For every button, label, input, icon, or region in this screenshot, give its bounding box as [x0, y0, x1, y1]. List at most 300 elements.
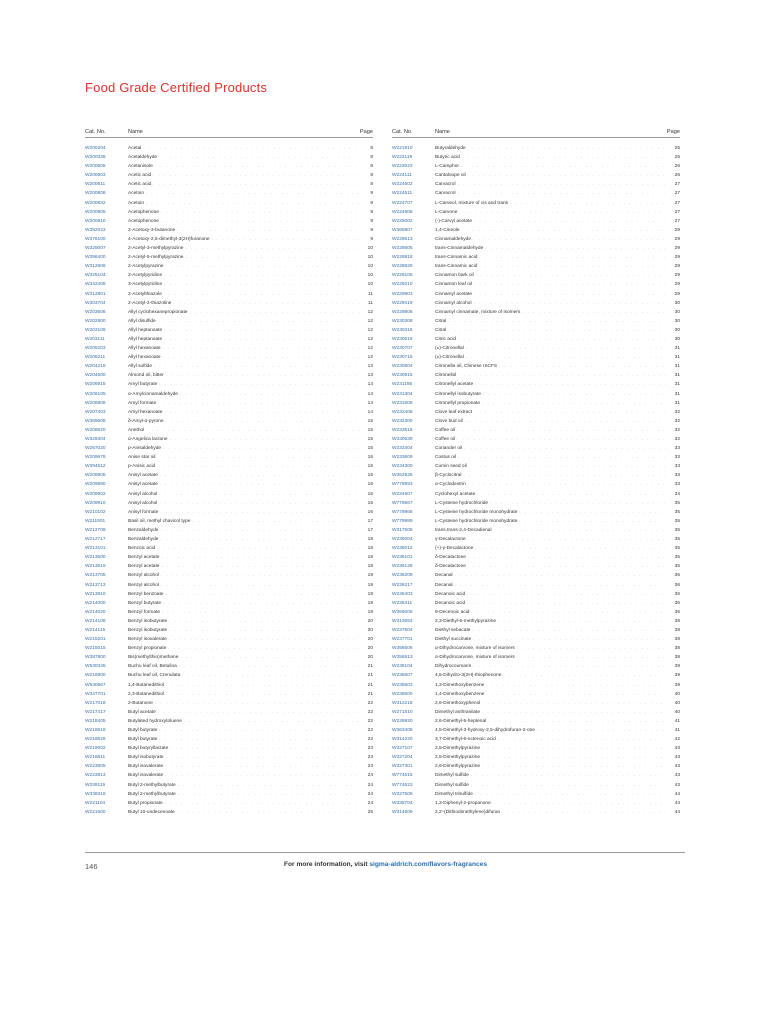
- dot-leader: [468, 552, 666, 561]
- cat-no-link[interactable]: W209890: [85, 482, 106, 488]
- cat-no-link[interactable]: W200204: [85, 146, 106, 151]
- cat-no-link[interactable]: W221104: [85, 800, 106, 806]
- cat-no-link[interactable]: W218626: [85, 737, 106, 743]
- cat-no-link[interactable]: W233609: [392, 455, 413, 461]
- product-name: 2-Acetyl-2-thiazoline: [128, 300, 172, 306]
- cat-no-link[interactable]: W774623: [392, 782, 413, 788]
- cat-no-link[interactable]: W779865: [392, 509, 413, 515]
- cat-no-link[interactable]: W356506: [392, 646, 413, 652]
- cat-no-link[interactable]: W236607: [392, 673, 413, 679]
- table-row: [85, 507, 373, 516]
- cat-no-link[interactable]: W224707: [392, 200, 413, 206]
- cat-no-link[interactable]: W213500: [85, 555, 106, 561]
- cat-no-link[interactable]: W214115: [85, 627, 106, 633]
- cat-no-header: Cat. No.: [85, 129, 106, 135]
- cat-no-link[interactable]: W387800: [85, 655, 106, 661]
- cat-no-link[interactable]: W230715: [392, 355, 413, 361]
- table-row: [85, 207, 373, 216]
- cat-no-link[interactable]: W200611: [85, 182, 106, 188]
- table-row: [85, 452, 373, 461]
- dot-leader: [471, 780, 666, 789]
- dot-leader: [161, 207, 359, 216]
- product-name: Buchu leaf oil, Crenulata: [128, 673, 181, 679]
- product-name: 2-Acetoxy-3-butanone: [128, 227, 176, 233]
- page-ref: 9: [370, 191, 373, 197]
- cat-no-link[interactable]: W213705: [85, 573, 106, 579]
- cat-no-link[interactable]: W325104: [85, 273, 106, 279]
- cat-no-link[interactable]: W312801: [85, 291, 106, 297]
- page-ref: 44: [674, 791, 680, 797]
- cat-no-link[interactable]: W200336: [85, 155, 106, 161]
- cat-no-link[interactable]: W204218: [85, 364, 106, 370]
- cat-no-link[interactable]: W236012: [392, 546, 413, 552]
- dot-leader: [153, 179, 359, 188]
- cat-no-link[interactable]: W230316: [392, 327, 413, 333]
- cat-no-link[interactable]: W223023: [392, 164, 413, 170]
- page-ref: 35: [674, 564, 680, 570]
- dot-leader: [212, 234, 359, 243]
- dot-leader: [493, 798, 666, 807]
- page-ref: 43: [674, 782, 680, 788]
- cat-no-link[interactable]: W229903: [392, 291, 413, 297]
- cat-no-link[interactable]: W378100: [85, 236, 106, 242]
- dot-leader: [519, 516, 666, 525]
- right-column: [392, 128, 680, 816]
- page-ref: 24: [367, 791, 373, 797]
- table-row: [85, 689, 373, 698]
- cat-no-link[interactable]: W209910: [85, 500, 106, 506]
- page-ref: 10: [367, 246, 373, 252]
- cat-no-link[interactable]: W221600: [85, 809, 106, 815]
- page-ref: 23: [367, 746, 373, 752]
- cat-no-link[interactable]: W356513: [392, 655, 413, 661]
- dot-leader: [468, 143, 666, 152]
- cat-no-link[interactable]: W211901: [85, 518, 106, 524]
- product-name: Anethol: [128, 427, 145, 433]
- footer-text: For more information, visit: [284, 861, 370, 868]
- column-header: [85, 128, 373, 138]
- page-ref: 8: [370, 182, 373, 188]
- dot-leader: [154, 361, 359, 370]
- cat-no-link[interactable]: W236403: [392, 591, 413, 597]
- product-name: Diethyl sebacate: [435, 627, 471, 633]
- product-name: Cinnamon leaf oil: [435, 282, 473, 288]
- dot-leader: [467, 598, 666, 607]
- cat-no-link[interactable]: W200910: [85, 218, 106, 224]
- table-row: [85, 461, 373, 470]
- cat-no-link[interactable]: W530867: [85, 682, 106, 688]
- page-ref: 33: [674, 464, 680, 470]
- dot-leader: [488, 716, 666, 725]
- page-ref: 35: [674, 537, 680, 543]
- cat-no-link[interactable]: W215015: [85, 646, 106, 652]
- cat-no-link[interactable]: W314609: [392, 809, 413, 815]
- product-name: Benzyl formate: [128, 609, 160, 615]
- page-ref: 16: [367, 500, 373, 506]
- dot-leader: [457, 434, 666, 443]
- product-name: Benzyl benzoate: [128, 591, 164, 597]
- table-row: [392, 761, 680, 770]
- cat-no-link[interactable]: W327506: [392, 791, 413, 797]
- cat-no-link[interactable]: W530345: [85, 664, 106, 670]
- cat-no-link[interactable]: W396400: [85, 255, 106, 261]
- cat-no-link[interactable]: W224111: [392, 173, 412, 179]
- page-ref: 25: [674, 146, 680, 151]
- cat-no-link[interactable]: W212717: [85, 537, 106, 543]
- product-name: Amyl formate: [128, 400, 157, 406]
- cat-no-link[interactable]: W234300: [392, 464, 413, 470]
- cat-no-link[interactable]: W200808: [85, 191, 106, 197]
- dot-leader: [522, 307, 666, 316]
- table-row: [85, 198, 373, 207]
- page-ref: 15: [367, 437, 373, 442]
- table-row: [392, 498, 680, 507]
- cat-no-link[interactable]: W314220: [392, 737, 413, 743]
- cat-no-link[interactable]: W229419: [392, 300, 413, 306]
- table-row: [85, 416, 373, 425]
- cat-no-link[interactable]: W313653: [392, 618, 413, 624]
- product-name: 2,5-Dimethylpyrazine: [435, 755, 481, 761]
- page-ref: 27: [674, 191, 680, 197]
- product-name: trans-Cinnamic acid: [435, 264, 478, 270]
- dot-leader: [455, 580, 666, 589]
- page-ref: 33: [674, 455, 680, 461]
- product-name: Allyl heptanoate: [128, 327, 163, 333]
- cat-no-link[interactable]: W303704: [85, 300, 106, 306]
- page-ref: 39: [674, 682, 680, 688]
- cat-no-link[interactable]: W206105: [85, 391, 106, 397]
- cat-no-link[interactable]: W217018: [85, 700, 106, 706]
- page-ref: 31: [674, 346, 680, 352]
- cat-no-link[interactable]: W237604: [392, 627, 413, 633]
- cat-no-link[interactable]: W210102: [85, 509, 106, 515]
- product-name: Benzyl alcohol: [128, 582, 159, 588]
- cat-no-link[interactable]: W236209: [392, 573, 413, 579]
- cat-no-link[interactable]: W200905: [85, 209, 106, 215]
- page-ref: 20: [367, 646, 373, 652]
- dot-leader: [482, 752, 666, 761]
- cat-no-link[interactable]: W218811: [85, 755, 106, 761]
- cat-no-link[interactable]: W200506: [85, 164, 106, 170]
- product-name: Benzyl butyrate: [128, 600, 162, 606]
- page-ref: 13: [367, 364, 373, 370]
- cat-no-link[interactable]: W203606: [85, 309, 106, 315]
- cat-no-link[interactable]: W271810: [392, 709, 413, 715]
- product-name: α-Angelica lactone: [128, 437, 168, 442]
- table-row: [392, 379, 680, 388]
- dot-leader: [159, 725, 359, 734]
- product-name: α-Cyclodextrin: [435, 482, 466, 488]
- cat-no-link[interactable]: W232408: [392, 409, 413, 415]
- cat-no-link[interactable]: W223805: [85, 764, 106, 770]
- cat-no-link[interactable]: W217417: [85, 709, 106, 715]
- cat-no-link[interactable]: W200603: [85, 173, 106, 179]
- dot-leader: [173, 298, 359, 307]
- dot-leader: [192, 516, 359, 525]
- product-name: 2-Acetylpyrazine: [128, 264, 164, 270]
- cat-no-link[interactable]: W203111: [85, 336, 105, 342]
- cat-no-link[interactable]: W779567: [392, 500, 413, 506]
- cat-no-link[interactable]: W363405: [392, 728, 413, 733]
- cat-no-link[interactable]: W394512: [85, 464, 106, 470]
- cat-no-link[interactable]: W206806: [85, 400, 106, 406]
- cat-no-link[interactable]: W204600: [85, 373, 106, 379]
- dot-leader: [462, 152, 666, 161]
- dot-leader: [519, 507, 666, 516]
- cat-no-link[interactable]: W209805: [85, 473, 106, 479]
- cat-no-link[interactable]: W339115: [85, 782, 106, 788]
- cat-no-link[interactable]: W208620: [85, 427, 106, 433]
- cat-no-link[interactable]: W219002: [85, 746, 106, 752]
- footer-link[interactable]: sigma-aldrich.com/flavors-fragrances: [369, 861, 488, 868]
- page-ref: 24: [367, 782, 373, 788]
- cat-no-link[interactable]: W327301: [392, 764, 413, 770]
- cat-no-link[interactable]: W230915: [392, 373, 413, 379]
- product-name: 1,3-Diphenyl-2-propanone: [435, 800, 491, 806]
- dot-leader: [517, 652, 666, 661]
- product-name: Cyclohexyl acetate: [435, 491, 476, 497]
- dot-leader: [474, 279, 666, 288]
- cat-no-link[interactable]: W213519: [85, 564, 106, 570]
- page-ref: 36: [674, 573, 680, 579]
- page-ref: 11: [368, 300, 373, 306]
- product-name: Allyl hexanoate: [128, 355, 161, 361]
- page-header: Page: [666, 129, 680, 135]
- cat-no-link[interactable]: W224511: [392, 191, 413, 197]
- cat-no-link[interactable]: W231304: [392, 391, 413, 397]
- page-ref: 30: [674, 336, 680, 342]
- cat-no-link[interactable]: W230804: [392, 364, 413, 370]
- table-row: [85, 498, 373, 507]
- cat-no-link[interactable]: W213713: [85, 582, 106, 588]
- page-ref: 38: [674, 627, 680, 633]
- product-name: δ-Amyl-α-pyrone: [128, 418, 164, 424]
- dot-leader: [473, 234, 666, 243]
- table-row: [392, 479, 680, 488]
- table-row: [85, 798, 373, 807]
- table-row: [392, 607, 680, 616]
- cat-no-link[interactable]: W779989: [392, 518, 413, 524]
- product-name: (±)-Citronellal: [435, 346, 464, 352]
- page-ref: 36: [674, 600, 680, 606]
- product-name: Butyl butyrate: [128, 728, 158, 733]
- table-row: [85, 270, 373, 279]
- cat-no-link[interactable]: W329304: [85, 437, 106, 442]
- cat-no-link[interactable]: W215201: [85, 637, 106, 643]
- cat-no-link[interactable]: W362926: [392, 473, 413, 479]
- cat-no-link[interactable]: W228605: [392, 246, 413, 252]
- dot-leader: [468, 170, 666, 179]
- table-row: [392, 752, 680, 761]
- cat-no-link[interactable]: W222119: [392, 155, 413, 161]
- product-name: 1,4-Cineole: [435, 227, 460, 233]
- product-name: Citral: [435, 327, 447, 333]
- cat-no-link[interactable]: W325007: [85, 246, 106, 252]
- product-name: L-Cysteine hydrochloride monohydrate: [435, 518, 518, 524]
- table-row: [85, 370, 373, 379]
- cat-no-link[interactable]: W231185: [392, 382, 413, 388]
- cat-no-link[interactable]: W233404: [392, 446, 413, 452]
- cat-no-link[interactable]: W228818: [392, 255, 413, 261]
- cat-no-link[interactable]: W774615: [392, 773, 413, 779]
- cat-no-link[interactable]: W233618: [392, 427, 413, 433]
- cat-no-link[interactable]: W213101: [85, 546, 106, 552]
- table-row: [392, 234, 680, 243]
- table-row: [392, 461, 680, 470]
- dot-leader: [457, 425, 666, 434]
- cat-no-link[interactable]: W209678: [85, 455, 106, 461]
- cat-no-link[interactable]: W230308: [392, 318, 413, 324]
- dot-leader: [475, 379, 666, 388]
- product-name: Benzaldehyde: [128, 527, 159, 533]
- cat-no-link[interactable]: W347701: [85, 691, 106, 697]
- product-name: Acetophenone: [128, 209, 159, 215]
- table-row: [85, 761, 373, 770]
- cat-no-link[interactable]: W205211: [85, 355, 106, 361]
- dot-leader: [482, 698, 666, 707]
- cat-no-link[interactable]: W209902: [85, 491, 106, 497]
- cat-no-link[interactable]: W317505: [392, 527, 413, 533]
- table-row: [85, 734, 373, 743]
- cat-no-link[interactable]: W236411: [392, 600, 413, 606]
- cat-no-link[interactable]: W232300: [392, 418, 413, 424]
- product-name: Acetoin: [128, 200, 144, 206]
- cat-no-link[interactable]: W234907: [392, 491, 413, 497]
- cat-no-link[interactable]: W238503: [392, 682, 413, 688]
- page-ref: 19: [367, 591, 373, 597]
- product-name: Coriander oil: [435, 446, 463, 452]
- cat-no-link[interactable]: W206915: [85, 382, 106, 388]
- table-row: [85, 161, 373, 170]
- cat-no-link[interactable]: W216900: [85, 673, 106, 679]
- cat-no-link[interactable]: W238104: [392, 664, 413, 670]
- cat-no-link[interactable]: W207403: [85, 409, 106, 415]
- cat-no-link[interactable]: W230707: [392, 346, 413, 352]
- table-row: [392, 789, 680, 798]
- product-name: Benzaldehyde: [128, 537, 159, 543]
- cat-no-link[interactable]: W267020: [85, 446, 106, 452]
- dot-leader: [490, 498, 666, 507]
- cat-no-link[interactable]: W778893: [392, 482, 413, 488]
- product-name: Butyl 2-methylbutyrate: [128, 791, 176, 797]
- cat-no-link[interactable]: W228613: [392, 236, 413, 242]
- page-ref: 8: [370, 146, 373, 151]
- page-ref: 43: [674, 755, 680, 761]
- cat-no-link[interactable]: W229806: [392, 309, 413, 315]
- table-row: [85, 652, 373, 661]
- product-name: Anisyl alcohol: [128, 491, 158, 497]
- page-ref: 10: [367, 273, 373, 279]
- cat-no-link[interactable]: W365807: [392, 227, 413, 233]
- page-ref: 32: [674, 427, 680, 433]
- product-name: Benzyl isobutyrate: [128, 618, 168, 624]
- cat-no-link[interactable]: W236128: [392, 564, 413, 570]
- table-row: [392, 370, 680, 379]
- cat-no-link[interactable]: W213810: [85, 591, 106, 597]
- page-ref: 22: [367, 737, 373, 743]
- cat-no-link[interactable]: W239920: [392, 718, 413, 724]
- cat-no-link[interactable]: W214020: [85, 609, 106, 615]
- page-ref: 21: [367, 673, 373, 679]
- cat-no-link[interactable]: W200832: [85, 200, 106, 206]
- page-ref: 16: [367, 464, 373, 470]
- product-name: Dimethyl anthranilate: [435, 709, 481, 715]
- cat-no-link[interactable]: W224908: [392, 209, 413, 215]
- product-name: 3-Acetylpyridine: [128, 282, 163, 288]
- dot-leader: [485, 243, 666, 252]
- page-ref: 40: [674, 709, 680, 715]
- page-ref: 8: [370, 173, 373, 179]
- dot-leader: [471, 607, 666, 616]
- cat-no-link[interactable]: W236004: [392, 537, 413, 543]
- cat-no-link[interactable]: W335704: [392, 800, 413, 806]
- page-ref: 22: [367, 700, 373, 706]
- cat-no-link[interactable]: W339318: [85, 791, 106, 797]
- cat-no-link[interactable]: W218618: [85, 728, 106, 733]
- cat-no-link[interactable]: W330639: [392, 437, 413, 442]
- page-ref: 12: [367, 336, 373, 342]
- cat-no-link[interactable]: W218405: [85, 718, 106, 724]
- product-name: Allyl disulfide: [128, 318, 156, 324]
- cat-no-link[interactable]: W369608: [85, 418, 106, 424]
- cat-no-link[interactable]: W327107: [392, 746, 413, 752]
- cat-no-link[interactable]: W212709: [85, 527, 106, 533]
- cat-no-link[interactable]: W205203: [85, 346, 106, 352]
- table-row: [392, 225, 680, 234]
- page-ref: 19: [367, 582, 373, 588]
- cat-no-link[interactable]: W238600: [392, 691, 413, 697]
- cat-no-link[interactable]: W229210: [392, 282, 413, 288]
- cat-no-link[interactable]: W230618: [392, 336, 413, 342]
- dot-leader: [158, 398, 359, 407]
- dot-leader: [161, 570, 359, 579]
- table-row: [85, 389, 373, 398]
- product-name: Clove bud oil: [435, 418, 463, 424]
- product-name: β-Cyclocitral: [435, 473, 462, 479]
- cat-no-link[interactable]: W231606: [392, 400, 413, 406]
- cat-no-link[interactable]: W352023: [85, 227, 106, 233]
- cat-no-link[interactable]: W228826: [392, 264, 413, 270]
- cat-no-link[interactable]: W342408: [85, 282, 106, 288]
- cat-no-link[interactable]: W221910: [392, 146, 413, 151]
- table-row: [85, 216, 373, 225]
- table-row: [392, 352, 680, 361]
- cat-no-link[interactable]: W214000: [85, 600, 106, 606]
- cat-no-link[interactable]: W236101: [392, 555, 413, 561]
- dot-leader: [482, 398, 666, 407]
- cat-no-link[interactable]: W366005: [392, 609, 413, 615]
- page-ref: 12: [367, 355, 373, 361]
- cat-no-link[interactable]: W223813: [85, 773, 106, 779]
- cat-no-link[interactable]: W236217: [392, 582, 413, 588]
- cat-no-link[interactable]: W312606: [85, 264, 106, 270]
- page-ref: 29: [674, 282, 680, 288]
- cat-no-link[interactable]: W237701: [392, 637, 413, 643]
- cat-no-link[interactable]: W229105: [392, 273, 413, 279]
- cat-no-link[interactable]: W327204: [392, 755, 413, 761]
- cat-no-link[interactable]: W225002: [392, 218, 413, 224]
- page-ref: 9: [370, 218, 373, 224]
- cat-no-link[interactable]: W202800: [85, 318, 106, 324]
- cat-no-link[interactable]: W312218: [392, 700, 413, 706]
- cat-no-link[interactable]: W214108: [85, 618, 106, 624]
- dot-leader: [159, 379, 359, 388]
- table-row: [85, 334, 373, 343]
- dot-leader: [467, 589, 666, 598]
- cat-no-link[interactable]: W224502: [392, 182, 413, 188]
- dot-leader: [146, 425, 359, 434]
- cat-no-link[interactable]: W203106: [85, 327, 106, 333]
